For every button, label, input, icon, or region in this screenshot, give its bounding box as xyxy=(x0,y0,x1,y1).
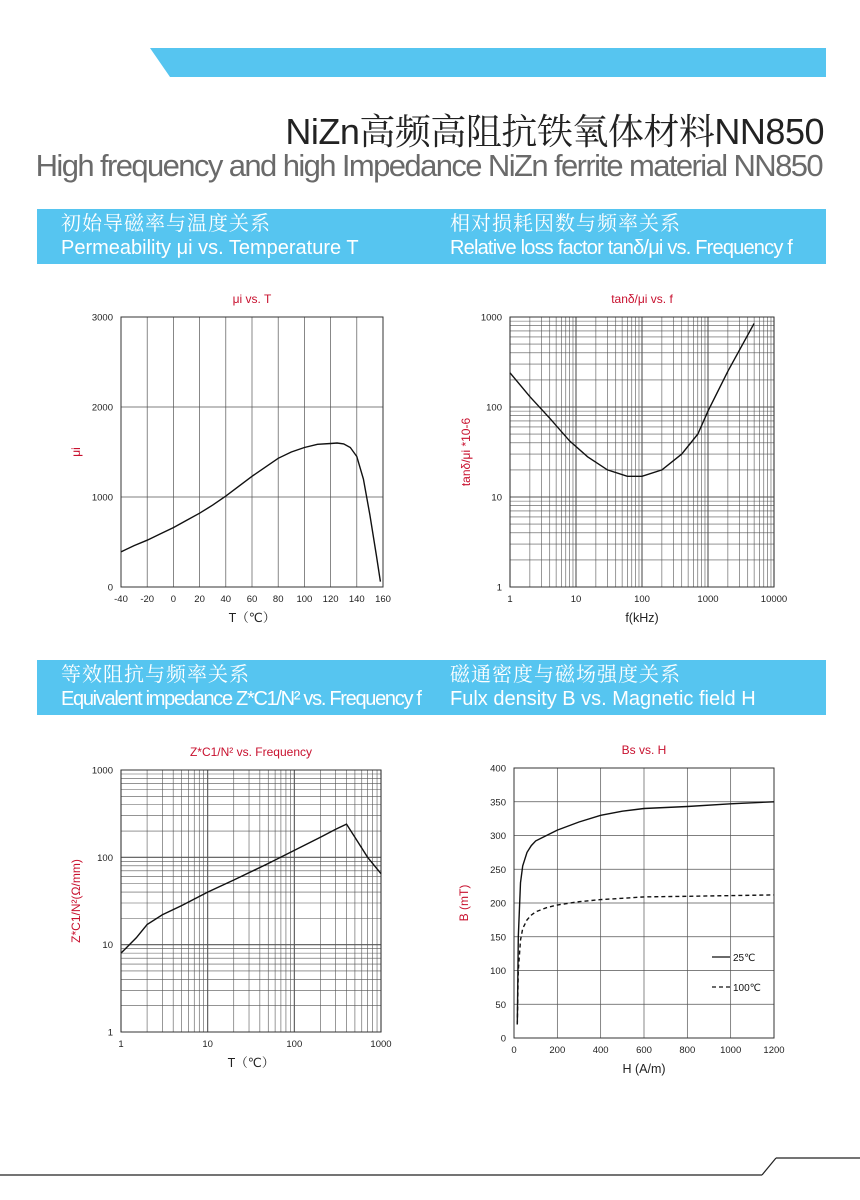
chart-permeability-vs-temperature xyxy=(0,280,430,640)
section-heading-flux-density xyxy=(450,663,756,711)
x-tick-label: 200 xyxy=(549,1045,566,1056)
x-tick-label: 20 xyxy=(194,594,205,605)
x-axis-title: T（℃） xyxy=(228,611,276,625)
y-tick-label: 250 xyxy=(490,864,506,876)
y-tick-label: 3000 xyxy=(91,312,113,324)
y-tick-label: 1 xyxy=(496,582,502,594)
section-heading-impedance xyxy=(61,663,421,711)
section-band-top xyxy=(37,209,826,264)
x-axis-title: T（℃） xyxy=(227,1056,275,1070)
y-axis-title: Z*C1/N²(Ω/mm) xyxy=(69,859,83,943)
x-tick-label: 1 xyxy=(507,594,513,605)
section-band-bottom xyxy=(37,660,826,715)
page-title-chinese: NiZn高频高阻抗铁氧体材料NN850 xyxy=(285,111,824,152)
series-line xyxy=(121,443,380,582)
section-heading-zh: 磁通密度与磁场强度关系 xyxy=(450,664,681,686)
section-heading-en: Permeability μi vs. Temperature T xyxy=(61,237,359,259)
x-tick-label: 10000 xyxy=(760,594,788,605)
section-heading-en: Relative loss factor tanδ/μi vs. Frequency f xyxy=(450,237,793,259)
y-tick-label: 50 xyxy=(495,999,506,1011)
chart-title: μi vs. T xyxy=(232,292,272,306)
y-tick-label: 1 xyxy=(107,1027,113,1039)
section-heading-zh: 相对损耗因数与频率关系 xyxy=(450,213,681,235)
x-tick-label: 140 xyxy=(348,594,365,605)
section-heading-permeability xyxy=(61,212,359,260)
x-tick-label: 100 xyxy=(634,594,650,605)
x-tick-label: 800 xyxy=(679,1045,696,1056)
y-tick-label: 200 xyxy=(490,898,506,910)
legend-label: 25℃ xyxy=(733,953,756,964)
x-tick-label: -20 xyxy=(140,594,155,605)
x-tick-label: 1200 xyxy=(763,1045,785,1056)
footer-rule xyxy=(0,1150,860,1200)
x-tick-label: 1 xyxy=(118,1039,124,1050)
y-tick-label: 0 xyxy=(500,1033,506,1045)
section-heading-en: Equivalent impedance Z*C1/N² vs. Frequency f xyxy=(61,688,421,710)
chart-title: tanδ/μi vs. f xyxy=(611,292,673,306)
y-tick-label: 1000 xyxy=(91,765,113,777)
y-tick-label: 1000 xyxy=(480,312,502,324)
y-tick-label: 300 xyxy=(490,831,506,842)
x-tick-label: 10 xyxy=(570,594,582,605)
x-tick-label: 40 xyxy=(220,594,232,605)
grid xyxy=(510,317,774,587)
legend-label: 100℃ xyxy=(733,983,761,994)
plot-frame xyxy=(121,770,381,1032)
page-title-english: High frequency and high Impedance NiZn ferrite material NN850 xyxy=(35,148,822,183)
section-heading-zh: 初始导磁率与温度关系 xyxy=(61,213,271,235)
y-tick-label: 150 xyxy=(490,932,506,944)
y-tick-label: 100 xyxy=(97,852,113,864)
y-axis-title: μi xyxy=(69,447,83,457)
x-tick-label: 100 xyxy=(296,594,313,605)
x-tick-label: 0 xyxy=(511,1045,517,1056)
y-tick-label: 100 xyxy=(490,966,506,977)
section-heading-loss-factor xyxy=(450,212,792,260)
y-tick-label: 400 xyxy=(490,763,506,775)
y-axis-title: tanδ/μi *10-6 xyxy=(459,417,473,487)
chart-title: Bs vs. H xyxy=(621,743,667,757)
chart-impedance-vs-frequency xyxy=(0,730,430,1090)
header-accent-bar xyxy=(0,0,860,80)
x-tick-label: 1000 xyxy=(720,1045,742,1056)
x-tick-label: -40 xyxy=(114,594,128,605)
y-tick-label: 2000 xyxy=(91,402,113,414)
y-tick-label: 100 xyxy=(486,402,502,414)
y-tick-label: 0 xyxy=(107,582,113,594)
x-tick-label: 80 xyxy=(272,594,284,605)
grid xyxy=(121,770,381,1032)
x-axis-title: H (A/m) xyxy=(622,1062,666,1076)
x-tick-label: 400 xyxy=(592,1045,609,1056)
y-tick-label: 1000 xyxy=(91,492,113,504)
chart-flux-density-vs-field xyxy=(430,730,860,1090)
chart-loss-factor-vs-frequency xyxy=(430,280,860,640)
x-tick-label: 60 xyxy=(246,594,258,605)
series-line xyxy=(121,824,381,953)
chart-title: Z*C1/N² vs. Frequency xyxy=(189,745,313,759)
x-tick-label: 1000 xyxy=(370,1039,392,1050)
x-tick-label: 120 xyxy=(322,594,339,605)
section-heading-zh: 等效阻抗与频率关系 xyxy=(61,664,250,686)
y-axis-title: B (mT) xyxy=(457,884,471,922)
x-tick-label: 160 xyxy=(375,594,391,605)
x-tick-label: 10 xyxy=(202,1039,213,1050)
x-tick-label: 600 xyxy=(636,1045,652,1056)
y-tick-label: 10 xyxy=(102,940,113,952)
x-tick-label: 1000 xyxy=(697,594,719,605)
section-heading-en: Fulx density B vs. Magnetic field H xyxy=(450,688,756,710)
grid xyxy=(121,317,383,587)
y-tick-label: 350 xyxy=(490,797,506,809)
x-tick-label: 0 xyxy=(170,594,177,605)
y-tick-label: 10 xyxy=(491,492,502,504)
x-tick-label: 100 xyxy=(286,1039,303,1050)
x-axis-title: f(kHz) xyxy=(625,611,659,625)
